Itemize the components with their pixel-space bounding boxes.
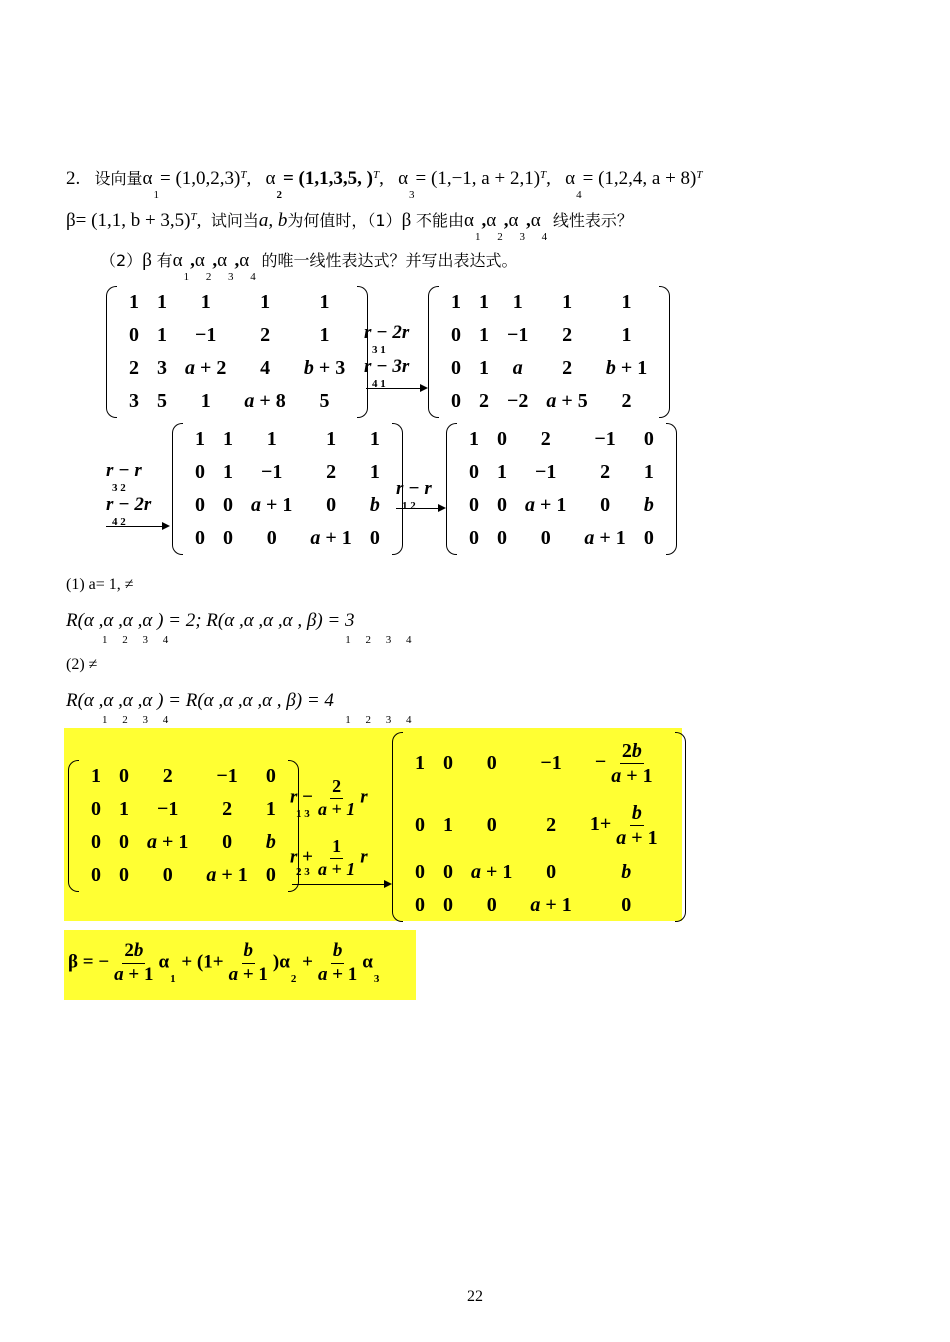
matrix-cell: 0 — [600, 494, 611, 516]
beta-expression: β = − $\frac{2b}{a + 1}$ $\alpha_1 + (1+$ $\frac{b}{a + 1}$ )$\alpha_2$ + $\frac{b}{a + 1}$ $\alpha_3$ — [68, 940, 380, 985]
matrix-cell: −1 — [594, 428, 616, 450]
matrix-cell: 2 — [621, 390, 632, 412]
arrow-2 — [106, 526, 168, 527]
matrix-cell: 0 — [223, 494, 233, 516]
problem-line-3: （2）β 有$\alpha_1,\alpha_2,\alpha_3,\alpha_4$ 的唯一线性表达式？并写出表达式。 — [100, 250, 518, 283]
matrix-cell: 1 — [319, 291, 330, 313]
matrix-cell: 1 — [497, 461, 507, 483]
matrix-cell: 5 — [157, 390, 167, 412]
matrix-cell: b — [265, 831, 276, 853]
matrix-cell: 0 — [265, 765, 276, 787]
matrix-cell: 0 — [497, 527, 507, 549]
answer-2-rank: R(α ,α ,α ,α ) = R(α ,α ,α ,α , β) = 4 — [66, 690, 334, 711]
row-op-4: r − $\frac{2}{a + 1}$ r — [290, 776, 368, 819]
page-number: 22 — [467, 1288, 483, 1305]
problem-number: 2. — [66, 168, 81, 189]
matrix-cell: b — [643, 494, 654, 516]
matrix-cell: 1 — [562, 291, 573, 313]
matrix-cell: −1 — [157, 798, 179, 820]
matrix-cell: 2 — [129, 357, 139, 379]
matrix-cell: 0 — [451, 357, 461, 379]
matrix-cell: −2 — [507, 390, 529, 412]
matrix-cell: 1 — [643, 461, 654, 483]
matrix-cell: 3 — [129, 390, 139, 412]
answer-1-label: (1) a= 1, ≠ — [66, 576, 134, 593]
matrix-cell: 1 — [512, 291, 523, 313]
matrix-cell: 1 — [200, 390, 211, 412]
matrix-cell: 2 — [222, 798, 233, 820]
matrix-cell: a + 1 — [525, 494, 567, 516]
matrix-cell: a + 1 — [251, 494, 293, 516]
alpha4-value: = (1,2,4, a + 8) — [582, 168, 697, 189]
arrow-4 — [292, 884, 390, 885]
matrix-cell: 2 — [600, 461, 611, 483]
matrix-cell: 1 — [223, 428, 233, 450]
row-op-1: r − 2r — [364, 322, 410, 343]
matrix-cell: 0 — [643, 428, 654, 450]
matrix-cell: a — [512, 357, 523, 379]
matrix-cell: 2 — [260, 324, 271, 346]
matrix-cell: 1 — [479, 324, 489, 346]
matrix-cell: 0 — [195, 461, 205, 483]
matrix-cell: 0 — [266, 527, 277, 549]
matrix-cell: 1 — [195, 428, 205, 450]
matrix-cell: 1 — [223, 461, 233, 483]
matrix-cell: 0 — [129, 324, 139, 346]
matrix-cell: 0 — [119, 765, 129, 787]
answer-2-label: (2) ≠ — [66, 656, 98, 673]
alpha3-value: = (1,−1, a + 2,1) — [415, 168, 541, 189]
matrix-cell: a + 1 — [147, 831, 189, 853]
matrix-cell: 1 — [260, 291, 271, 313]
matrix-cell: 3 — [157, 357, 167, 379]
arrow-3 — [396, 508, 444, 509]
matrix-cell: 1 — [369, 461, 380, 483]
matrix-cell: 1 — [479, 357, 489, 379]
matrix-cell: 1 — [91, 765, 101, 787]
matrix-2 — [428, 286, 670, 418]
matrix-cell: 1 — [157, 291, 167, 313]
matrix-cell: 1 — [469, 428, 479, 450]
matrix-cell: −1 — [261, 461, 283, 483]
matrix-cell: 0 — [119, 831, 129, 853]
matrix-cell: 0 — [91, 831, 101, 853]
matrix-cell: 2 — [162, 765, 173, 787]
matrix-cell: 2 — [540, 428, 551, 450]
matrix-cell: 1 — [157, 324, 167, 346]
matrix-cell: 5 — [319, 390, 330, 412]
params: a, b — [258, 210, 288, 231]
matrix-cell: 1 — [621, 291, 632, 313]
matrix-cell: 1 — [266, 428, 277, 450]
matrix-6: 1 0 0 −1 − $\frac{2b}{a + 1}$ 0 1 0 2 1+ $\frac{b}{a + 1}$ 0 0 a + 1 0 b 0 0 0 a + 1 0 — [392, 732, 686, 922]
arrow-1 — [366, 388, 426, 389]
matrix-cell: 4 — [260, 357, 271, 379]
matrix-cell: 2 — [326, 461, 337, 483]
matrix-cell: −1 — [216, 765, 238, 787]
matrix-cell: a + 1 — [310, 527, 352, 549]
problem-intro: 设向量 — [94, 169, 143, 188]
matrix-cell: 0 — [265, 864, 276, 886]
matrix-cell: 0 — [369, 527, 380, 549]
alpha1-value: = (1,0,2,3) — [159, 168, 241, 189]
matrix-cell: b — [369, 494, 380, 516]
matrix-cell: 0 — [91, 798, 101, 820]
problem-line-2: β= (1,1, b + 3,5)$^T$, 试问当a, b为何值时，（1）β 不能由$\alpha_1,\alpha_2,\alpha_3,\alpha_4$ 线性表示？ — [66, 210, 633, 243]
matrix-cell: 1 — [621, 324, 632, 346]
matrix-cell: 0 — [469, 494, 479, 516]
matrix-cell: b + 1 — [605, 357, 648, 379]
matrix-cell: a + 1 — [206, 864, 248, 886]
matrix-cell: b + 3 — [303, 357, 346, 379]
beta-value: = (1,1, b + 3,5) — [75, 210, 191, 231]
row-op-2: r − r — [106, 460, 142, 481]
matrix-cell: 0 — [497, 428, 507, 450]
matrix-cell: 0 — [223, 527, 233, 549]
matrix-cell: 0 — [451, 324, 461, 346]
matrix-cell: 0 — [195, 494, 205, 516]
matrix-cell: 0 — [222, 831, 233, 853]
matrix-cell: 0 — [195, 527, 205, 549]
matrix-cell: 0 — [119, 864, 129, 886]
matrix-cell: 1 — [451, 291, 461, 313]
matrix-cell: 2 — [479, 390, 489, 412]
matrix-cell: a + 1 — [584, 527, 626, 549]
matrix-cell: 0 — [469, 527, 479, 549]
matrix-cell: 1 — [200, 291, 211, 313]
matrix-cell: 0 — [451, 390, 461, 412]
matrix-cell: a + 8 — [244, 390, 286, 412]
matrix-cell: 0 — [643, 527, 654, 549]
matrix-cell: 0 — [91, 864, 101, 886]
matrix-cell: 1 — [129, 291, 139, 313]
matrix-cell: 1 — [369, 428, 380, 450]
matrix-cell: 0 — [326, 494, 337, 516]
matrix-cell: 1 — [265, 798, 276, 820]
matrix-5 — [68, 760, 299, 892]
matrix-cell: 1 — [479, 291, 489, 313]
matrix-cell: a + 5 — [546, 390, 588, 412]
answer-1-rank: R(α ,α ,α ,α ) = 2; R(α ,α ,α ,α , β) = 3 — [66, 610, 355, 631]
matrix-cell: 2 — [562, 357, 573, 379]
problem-line-1: 2. 设向量$\alpha_1= (1,0,2,3)^T$, $\alpha_2= (1,1,3,5$, )$^T$, $\alpha_3= (1,-1$, a + 2,1)$^T$, $\alpha_4= (1,2,4$, a + 8)$^T$ — [66, 168, 703, 201]
matrix-cell: 2 — [562, 324, 573, 346]
matrix-cell: a + 2 — [185, 357, 227, 379]
matrix-cell: 1 — [119, 798, 129, 820]
matrix-cell: −1 — [195, 324, 217, 346]
matrix-cell: 1 — [319, 324, 330, 346]
matrix-cell: 1 — [326, 428, 337, 450]
matrix-cell: 0 — [162, 864, 173, 886]
matrix-3 — [172, 423, 403, 555]
matrix-4 — [446, 423, 677, 555]
matrix-cell: −1 — [535, 461, 557, 483]
matrix-cell: 0 — [469, 461, 479, 483]
row-op-3: r − r — [396, 478, 432, 499]
matrix-cell: 0 — [497, 494, 507, 516]
matrix-cell: −1 — [507, 324, 529, 346]
alpha2-value: = (1,1,3,5, ) — [282, 168, 373, 189]
matrix-1 — [106, 286, 368, 418]
matrix-cell: 0 — [540, 527, 551, 549]
